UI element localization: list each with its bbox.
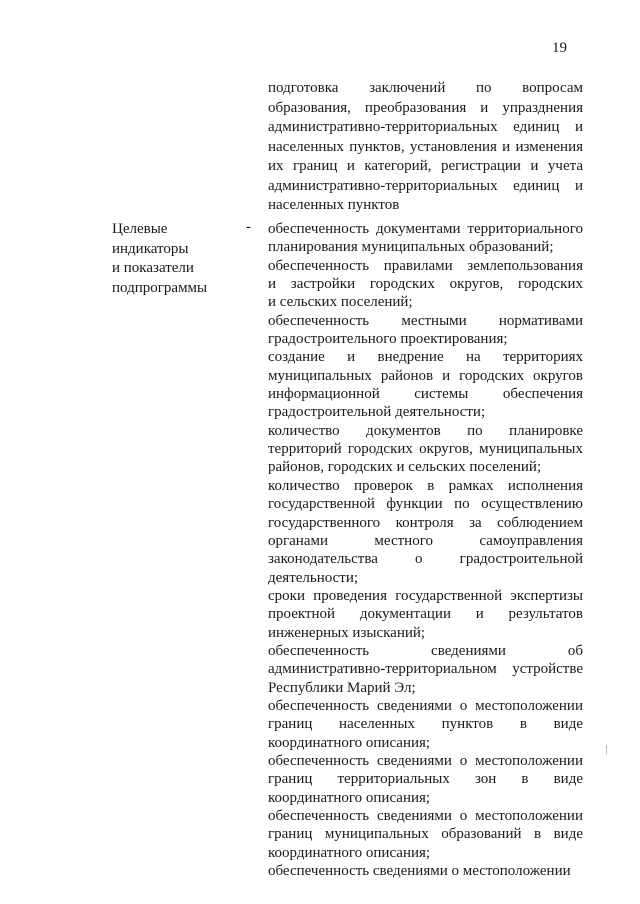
indicator-line: количество проверок в рамках исполнения xyxy=(268,477,583,494)
indicator-item xyxy=(268,752,583,807)
indicator-line: территорий городских округов, муниципальных xyxy=(268,441,583,458)
indicator-line: деятельности; xyxy=(268,569,359,586)
text-line: населенных пунктов xyxy=(268,197,400,213)
label-line: и показатели xyxy=(112,260,194,276)
text-line: административно-территориальных единиц и xyxy=(268,119,583,135)
indicator-item xyxy=(268,807,583,862)
indicator-line: инженерных изысканий; xyxy=(268,624,426,641)
indicator-line: планирования муниципальных образований; xyxy=(268,239,554,256)
indicator-line: законодательства о градостроительной xyxy=(268,551,583,568)
indicator-line: границ населенных пунктов в виде xyxy=(268,716,583,733)
indicator-line: обеспеченность сведениями о местоположении xyxy=(268,752,583,769)
indicator-line: и сельских поселений; xyxy=(268,294,413,311)
indicator-line: количество документов по планировке xyxy=(268,422,583,439)
text-line: административно-территориальных единиц и xyxy=(268,177,583,194)
indicator-line: обеспеченность сведениями о местоположении xyxy=(268,808,583,824)
indicator-item xyxy=(268,348,583,421)
indicator-line: обеспеченность сведениями об xyxy=(268,642,583,659)
text-line: их границ и категорий, регистрации и учета xyxy=(268,158,583,174)
indicator-line: государственной функции по осуществлению xyxy=(268,496,583,513)
indicator-item xyxy=(268,587,583,642)
indicator-line: градостроительного проектирования; xyxy=(268,331,508,348)
indicator-line: координатного описания; xyxy=(268,789,431,806)
indicator-line: проектной документации и результатов xyxy=(268,606,583,623)
indicator-line: районов, городских и сельских поселений; xyxy=(268,459,542,476)
indicator-line: органами местного самоуправления xyxy=(268,532,583,549)
indicator-line: координатного описания; xyxy=(268,734,431,751)
indicator-line: координатного описания; xyxy=(268,844,431,861)
indicator-item xyxy=(268,642,583,697)
indicator-item xyxy=(268,312,583,349)
label-line: подпрограммы xyxy=(112,279,208,296)
dash-separator: - xyxy=(246,219,251,235)
top-paragraph xyxy=(268,79,583,216)
indicator-line: и застройки городских округов, городских xyxy=(268,276,583,293)
indicator-item xyxy=(268,257,583,312)
text-line: образования, преобразования и упразднения xyxy=(268,99,583,116)
indicator-line: сроки проведения государственной экспертизы xyxy=(268,587,583,604)
indicator-line: градостроительной деятельности; xyxy=(268,404,486,421)
indicator-line: границ муниципальных образований в виде xyxy=(268,826,583,843)
label-line: Целевые xyxy=(112,221,168,237)
indicator-line: создание и внедрение на территориях xyxy=(268,349,583,366)
indicator-line: обеспеченность сведениями о местоположении xyxy=(268,697,583,714)
indicator-item xyxy=(268,862,583,880)
indicators-list xyxy=(268,220,583,880)
label-line: индикаторы xyxy=(112,240,189,257)
page-number: 19 xyxy=(552,40,567,56)
indicator-line: границ территориальных зон в виде xyxy=(268,771,583,788)
indicator-item xyxy=(268,422,583,477)
scan-mark xyxy=(606,745,607,754)
text-line: населенных пунктов, установления и изменения xyxy=(268,138,583,155)
indicator-line: муниципальных районов и городских округов xyxy=(268,367,583,384)
indicator-line: обеспеченность местными нормативами xyxy=(268,312,583,329)
indicator-line: обеспеченность правилами землепользования xyxy=(268,257,583,274)
indicator-item xyxy=(268,697,583,752)
indicator-line: информационной системы обеспечения xyxy=(268,386,583,403)
indicator-line: обеспеченность документами территориального xyxy=(268,221,583,237)
text-line: подготовка заключений по вопросам xyxy=(268,80,583,96)
indicators-label xyxy=(112,220,232,298)
indicator-item xyxy=(268,220,583,257)
indicator-line: административно-территориальном устройстве xyxy=(268,661,583,678)
indicator-line: Республики Марий Эл; xyxy=(268,679,416,696)
indicator-line: государственного контроля за соблюдением xyxy=(268,514,583,531)
indicator-item xyxy=(268,477,583,587)
indicator-line: обеспеченность сведениями о местоположении xyxy=(268,863,571,880)
